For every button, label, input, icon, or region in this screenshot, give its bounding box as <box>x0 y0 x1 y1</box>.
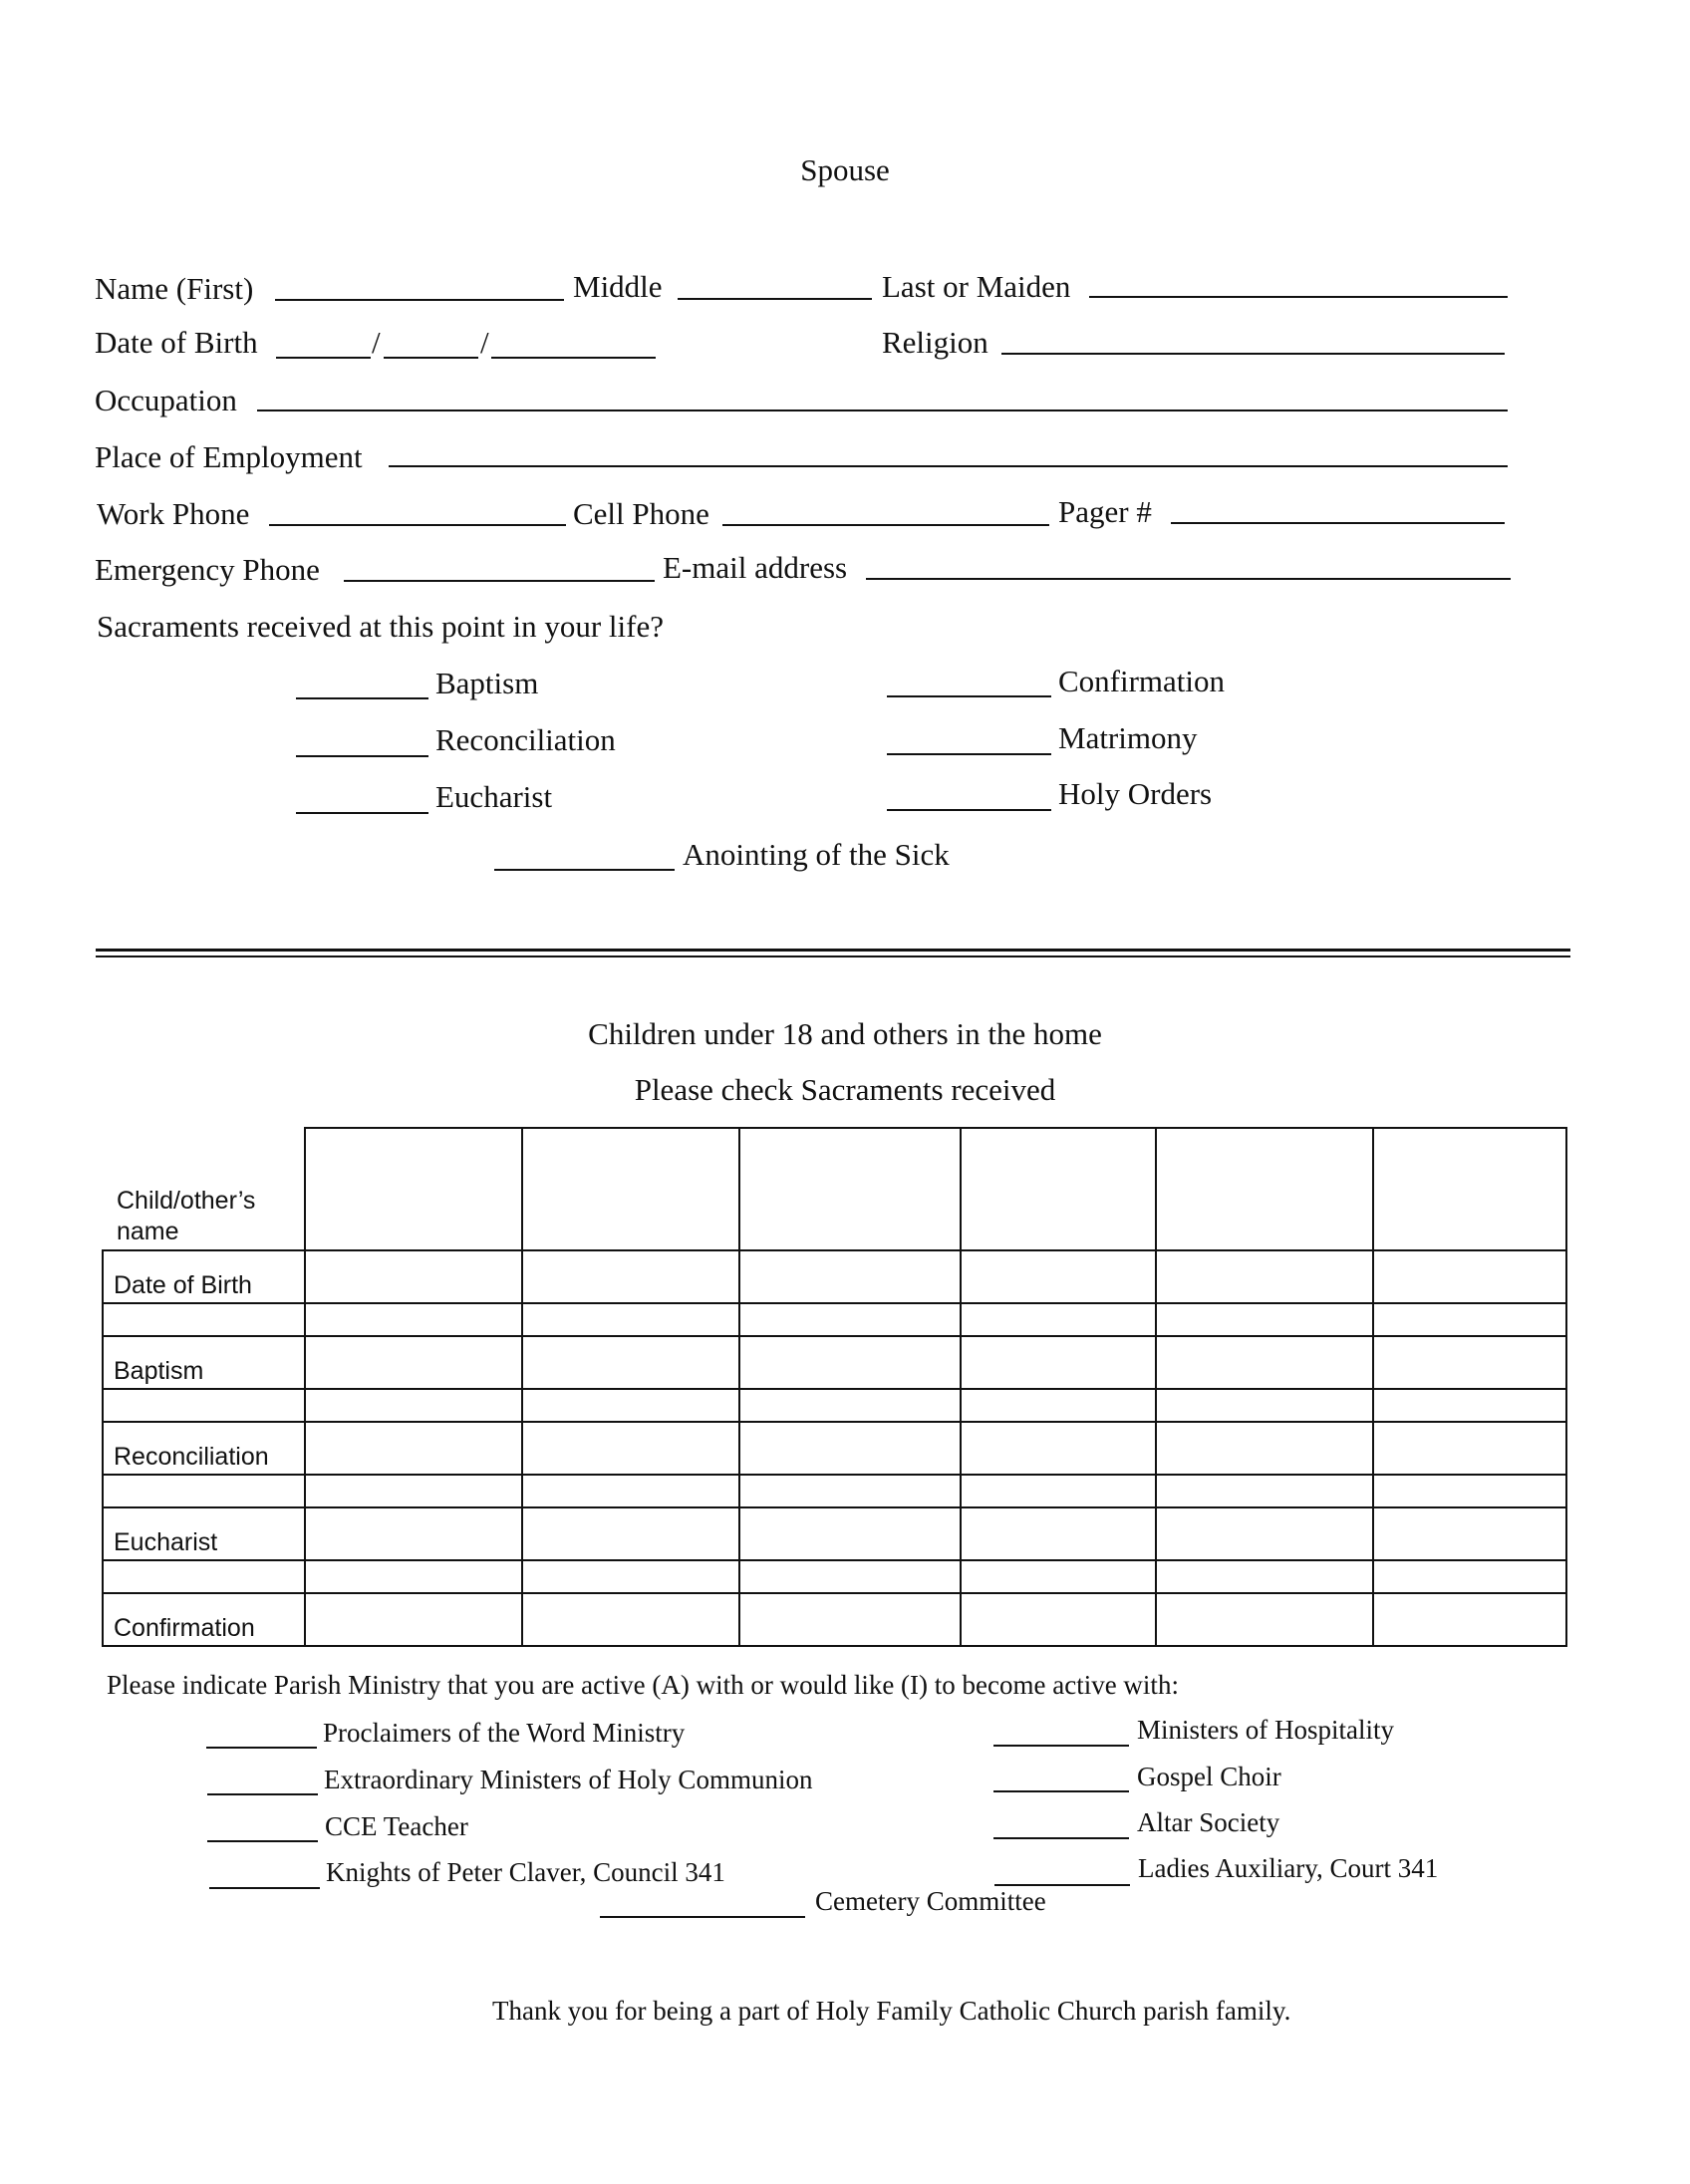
thank-you-note: Thank you for being a part of Holy Family Catholic Church parish family. <box>492 1996 1291 2026</box>
dob-cell[interactable] <box>961 1250 1156 1303</box>
work-phone-label: Work Phone <box>97 496 250 531</box>
sacrament-anointing-label: Anointing of the Sick <box>683 837 950 872</box>
emergency-phone-field[interactable] <box>344 580 655 582</box>
reconciliation-cell[interactable] <box>522 1422 739 1475</box>
ministry-gospel-choir-label: Gospel Choir <box>1137 1762 1281 1791</box>
sacraments-question: Sacraments received at this point in your life? <box>97 609 665 644</box>
child-name-cell[interactable] <box>305 1128 522 1250</box>
spacer-cell[interactable] <box>1373 1389 1566 1422</box>
first-name-label: Name (First) <box>95 271 254 306</box>
spacer-cell[interactable] <box>522 1560 739 1593</box>
work-phone-field[interactable] <box>269 524 566 526</box>
matrimony-blank[interactable] <box>887 753 1051 755</box>
dob-cell[interactable] <box>739 1250 961 1303</box>
spacer-cell[interactable] <box>961 1389 1156 1422</box>
sacrament-confirmation-label: Confirmation <box>1058 664 1226 698</box>
eucharist-cell[interactable] <box>522 1507 739 1560</box>
child-name-cell[interactable] <box>961 1128 1156 1250</box>
confirmation-cell[interactable] <box>961 1593 1156 1646</box>
spacer-cell <box>103 1303 305 1336</box>
children-section-title: Children under 18 and others in the home <box>588 1016 1102 1051</box>
middle-name-label: Middle <box>573 269 663 304</box>
ministry-eucharistic-ministers-label: Extraordinary Ministers of Holy Communion <box>324 1765 813 1794</box>
dob-cell[interactable] <box>1373 1250 1566 1303</box>
ministry-blank-gospel-choir[interactable] <box>993 1790 1129 1792</box>
baptism-cell[interactable] <box>1156 1336 1373 1389</box>
dob-year-field[interactable] <box>491 357 656 359</box>
child-name-cell[interactable] <box>1156 1128 1373 1250</box>
spacer-cell[interactable] <box>1156 1475 1373 1507</box>
baptism-cell[interactable] <box>961 1336 1156 1389</box>
confirmation-cell[interactable] <box>522 1593 739 1646</box>
sacrament-holy-orders-label: Holy Orders <box>1058 776 1213 811</box>
children-sacraments-table <box>102 1127 1567 1647</box>
dob-cell[interactable] <box>1156 1250 1373 1303</box>
confirmation-cell[interactable] <box>1373 1593 1566 1646</box>
child-name-cell[interactable] <box>1373 1128 1566 1250</box>
ministry-proclaimers-label: Proclaimers of the Word Ministry <box>323 1718 686 1748</box>
spacer-cell[interactable] <box>522 1475 739 1507</box>
sacrament-eucharist-label: Eucharist <box>435 779 553 814</box>
ministry-blank-cemetery[interactable] <box>600 1916 805 1918</box>
email-label: E-mail address <box>663 550 848 585</box>
section-divider <box>96 949 1570 952</box>
spacer-cell[interactable] <box>739 1560 961 1593</box>
reconciliation-cell[interactable] <box>1156 1422 1373 1475</box>
last-name-label: Last or Maiden <box>882 269 1071 304</box>
first-name-field[interactable] <box>275 299 564 301</box>
eucharist-cell[interactable] <box>1156 1507 1373 1560</box>
spacer-cell <box>103 1389 305 1422</box>
spacer-cell[interactable] <box>522 1303 739 1336</box>
ministry-blank-hospitality[interactable] <box>993 1745 1129 1747</box>
eucharist-cell[interactable] <box>1373 1507 1566 1560</box>
spacer-cell[interactable] <box>305 1560 522 1593</box>
email-field[interactable] <box>866 578 1511 580</box>
pager-field[interactable] <box>1171 522 1505 524</box>
spacer-cell[interactable] <box>1156 1303 1373 1336</box>
eucharist-cell[interactable] <box>305 1507 522 1560</box>
spacer-cell[interactable] <box>522 1389 739 1422</box>
reconciliation-cell[interactable] <box>1373 1422 1566 1475</box>
baptism-cell[interactable] <box>305 1336 522 1389</box>
cell-phone-field[interactable] <box>722 524 1049 526</box>
child-name-cell[interactable] <box>522 1128 739 1250</box>
ministry-instruction: Please indicate Parish Ministry that you are active (A) with or would like (I) to become active with: <box>107 1670 1179 1700</box>
spacer-cell[interactable] <box>1373 1475 1566 1507</box>
spacer-cell[interactable] <box>305 1389 522 1422</box>
spacer-cell <box>103 1560 305 1593</box>
spacer-cell[interactable] <box>961 1475 1156 1507</box>
dob-day-field[interactable] <box>384 357 478 359</box>
spacer-cell[interactable] <box>739 1475 961 1507</box>
religion-field[interactable] <box>1001 353 1505 355</box>
eucharist-blank[interactable] <box>296 812 428 814</box>
spacer-cell[interactable] <box>961 1303 1156 1336</box>
dob-cell[interactable] <box>522 1250 739 1303</box>
eucharist-cell[interactable] <box>739 1507 961 1560</box>
spouse-section-title: Spouse <box>800 152 890 187</box>
spacer-cell[interactable] <box>305 1303 522 1336</box>
baptism-blank[interactable] <box>296 697 428 699</box>
religion-label: Religion <box>882 325 988 360</box>
reconciliation-cell[interactable] <box>961 1422 1156 1475</box>
row-label-dob: Date of Birth <box>103 1250 305 1303</box>
baptism-cell[interactable] <box>739 1336 961 1389</box>
ministry-hospitality-label: Ministers of Hospitality <box>1137 1715 1394 1745</box>
confirmation-cell[interactable] <box>305 1593 522 1646</box>
cell-phone-label: Cell Phone <box>573 496 709 531</box>
row-label-baptism: Baptism <box>103 1336 305 1389</box>
ministry-knights-label: Knights of Peter Claver, Council 341 <box>326 1857 725 1887</box>
spacer-cell[interactable] <box>961 1560 1156 1593</box>
baptism-cell[interactable] <box>1373 1336 1566 1389</box>
row-label-eucharist: Eucharist <box>103 1507 305 1560</box>
middle-name-field[interactable] <box>678 298 872 300</box>
sacrament-matrimony-label: Matrimony <box>1058 720 1198 755</box>
ministry-altar-society-label: Altar Society <box>1137 1807 1280 1837</box>
ministry-blank-proclaimers[interactable] <box>206 1747 317 1749</box>
ministry-ladies-auxiliary-label: Ladies Auxiliary, Court 341 <box>1138 1853 1439 1883</box>
sacrament-baptism-label: Baptism <box>435 666 539 700</box>
baptism-cell[interactable] <box>522 1336 739 1389</box>
spacer-cell[interactable] <box>739 1389 961 1422</box>
spacer-cell <box>103 1475 305 1507</box>
reconciliation-cell[interactable] <box>305 1422 522 1475</box>
emergency-phone-label: Emergency Phone <box>95 552 320 587</box>
ministry-cemetery-label: Cemetery Committee <box>815 1886 1046 1916</box>
reconciliation-blank[interactable] <box>296 755 428 757</box>
row-label-confirmation: Confirmation <box>103 1593 305 1646</box>
spacer-cell[interactable] <box>1156 1560 1373 1593</box>
child-name-header: Child/other’s name <box>103 1128 305 1250</box>
section-divider <box>96 956 1570 957</box>
eucharist-cell[interactable] <box>961 1507 1156 1560</box>
ministry-blank-altar-society[interactable] <box>993 1837 1129 1839</box>
spacer-cell[interactable] <box>305 1475 522 1507</box>
occupation-label: Occupation <box>95 383 237 417</box>
row-label-reconciliation: Reconciliation <box>103 1422 305 1475</box>
dob-month-field[interactable] <box>276 357 371 359</box>
ministry-blank-knights[interactable] <box>209 1887 320 1889</box>
ministry-blank-eucharistic-ministers[interactable] <box>207 1793 318 1795</box>
employment-field[interactable] <box>389 465 1508 467</box>
confirmation-cell[interactable] <box>1156 1593 1373 1646</box>
spacer-cell[interactable] <box>1156 1389 1373 1422</box>
spacer-cell[interactable] <box>1373 1303 1566 1336</box>
dob-separator: / <box>372 325 381 360</box>
pager-label: Pager # <box>1058 494 1152 529</box>
confirmation-blank[interactable] <box>887 695 1051 697</box>
occupation-field[interactable] <box>257 410 1508 411</box>
dob-cell[interactable] <box>305 1250 522 1303</box>
ministry-blank-cce[interactable] <box>207 1840 318 1842</box>
last-name-field[interactable] <box>1089 296 1508 298</box>
child-name-cell[interactable] <box>739 1128 961 1250</box>
spacer-cell[interactable] <box>1373 1560 1566 1593</box>
employment-label: Place of Employment <box>95 439 363 474</box>
confirmation-cell[interactable] <box>739 1593 961 1646</box>
ministry-cce-label: CCE Teacher <box>325 1811 468 1841</box>
anointing-blank[interactable] <box>494 869 675 871</box>
reconciliation-cell[interactable] <box>739 1422 961 1475</box>
dob-label: Date of Birth <box>95 325 258 360</box>
holy-orders-blank[interactable] <box>887 809 1051 811</box>
children-section-subtitle: Please check Sacraments received <box>634 1072 1056 1107</box>
sacrament-reconciliation-label: Reconciliation <box>435 722 616 757</box>
dob-separator: / <box>480 325 489 360</box>
spacer-cell[interactable] <box>739 1303 961 1336</box>
